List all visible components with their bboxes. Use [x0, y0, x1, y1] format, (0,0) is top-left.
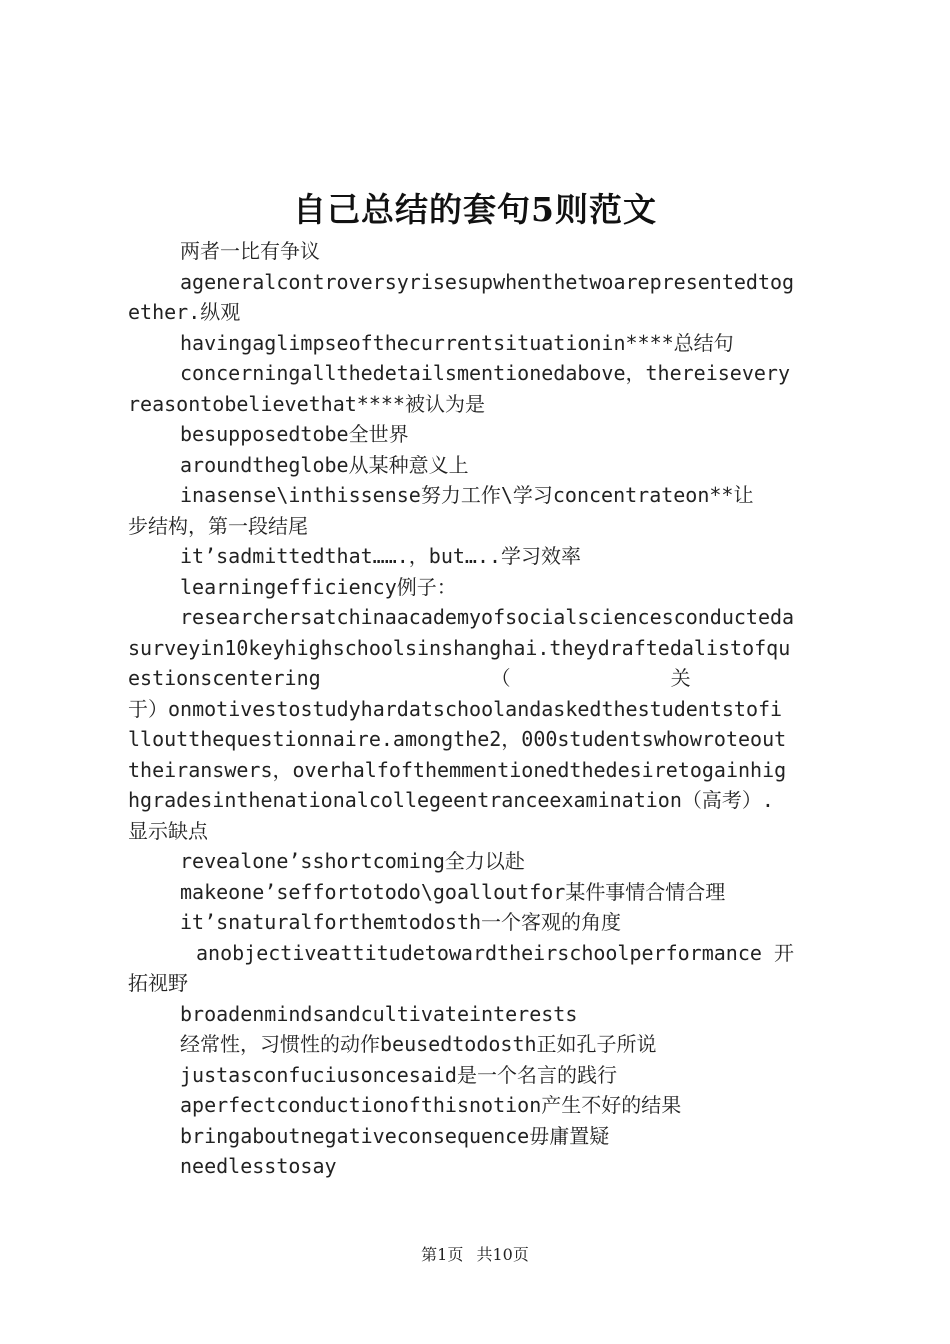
text-line: concerningallthedetailsmentionedabove，thereisevery: [180, 361, 791, 385]
text-line: ageneralcontroversyrisesupwhenthetwoarepresentedtog: [180, 269, 795, 294]
text-line: ether.纵观: [128, 300, 241, 324]
text-line: makeone’seffortotodo\goalloutfor某件事情合情合理: [180, 879, 726, 904]
text-line: aroundtheglobe从某种意义上: [180, 452, 469, 477]
text-line: lloutthequestionnaire.amongthe2，000studentswhowroteout: [128, 727, 787, 751]
page-title: 自己总结的套句5则范文: [293, 190, 657, 229]
text-line: it’snaturalforthemtodosth一个客观的角度: [180, 910, 622, 934]
text-line: it’sadmittedthat…….，but…..学习效率: [180, 544, 582, 568]
text-line: surveyin10keyhighschoolsinshanghai.theydraftedalistofqu: [128, 635, 791, 660]
text-line: learningefficiency例子：: [180, 574, 457, 599]
text-line: broadenmindsandcultivateinterests: [180, 1001, 578, 1026]
text-line: inasense\inthissense努力工作\学习concentrateon**让: [180, 483, 754, 507]
text-line: 经常性，习惯性的动作beusedtodosth正如孔子所说: [180, 1032, 657, 1056]
page-total: 共10页: [476, 1245, 529, 1264]
text-line: revealone’sshortcoming全力以赴: [180, 849, 525, 873]
text-line: 拓视野: [128, 971, 188, 995]
text-line: bringaboutnegativeconsequence毋庸置疑: [180, 1123, 610, 1148]
text-line: aperfectconductionofthisnotion产生不好的结果: [180, 1093, 682, 1117]
text-line: havingaglimpseofthecurrentsituationin****总结句: [180, 330, 734, 355]
page-number: 第1页: [421, 1245, 464, 1264]
text-line: reasontobelievethat****被认为是: [128, 391, 485, 416]
page-footer: [0, 1242, 950, 1265]
text-line: besupposedtobe全世界: [180, 422, 409, 446]
text-line: 两者一比有争议: [180, 239, 320, 263]
text-line: anobjectiveattitudetowardtheirschoolperformance 开: [196, 940, 794, 965]
text-line: researchersatchinaacademyofsocialsciencesconducteda: [180, 605, 795, 629]
text-line: justasconfuciusoncesaid是一个名言的践行: [180, 1062, 617, 1087]
text-line: theiranswers，overhalfofthemmentionedthedesiretogainhig: [128, 757, 787, 782]
text-line: 于）onmotivestostudyhardatschoolandaskedthestudentstofi: [128, 696, 783, 721]
text-line: 步结构，第一段结尾: [128, 513, 308, 538]
text-line: 显示缺点: [128, 818, 208, 843]
text-line: estionscentering （ 关: [128, 666, 691, 690]
text-line: hgradesinthenationalcollegeentranceexamination（高考）.: [128, 788, 774, 812]
text-line: needlesstosay: [180, 1154, 337, 1178]
document-body: [128, 236, 832, 1182]
